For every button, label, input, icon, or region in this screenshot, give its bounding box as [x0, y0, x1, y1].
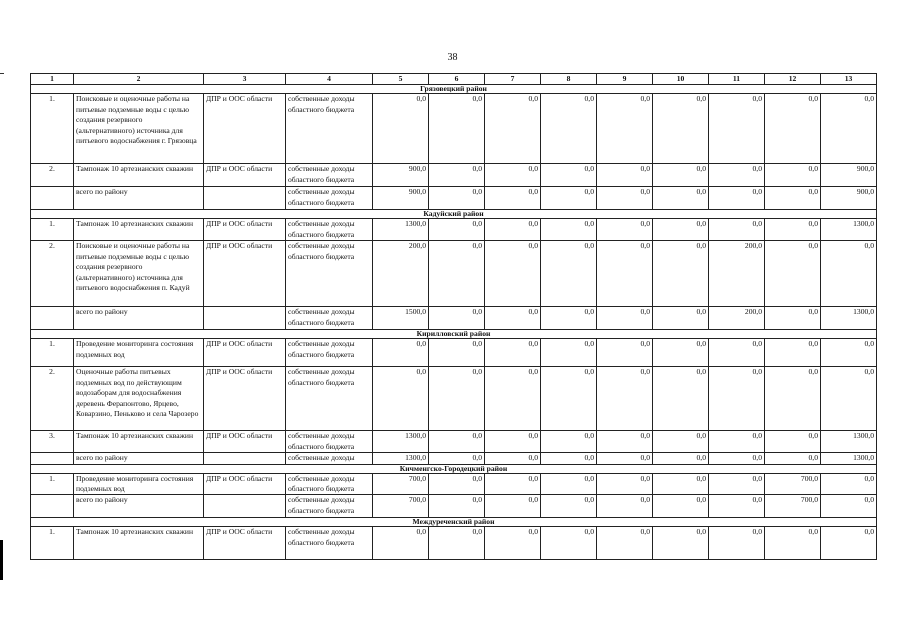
row-value: 0,0 — [485, 473, 541, 495]
row-value: 0,0 — [653, 339, 709, 367]
row-funding-source: собственные доходы областного бюджета — [286, 219, 373, 241]
section-row — [31, 518, 877, 527]
page-number: 38 — [447, 52, 458, 63]
column-header: 8 — [541, 74, 597, 85]
section-title: Кирилловский район — [31, 330, 877, 339]
row-name: Проведение мониторинга состояния подземных вод — [74, 339, 204, 367]
row-funding-source: собственные доходы областного бюджета — [286, 187, 373, 210]
column-header: 6 — [429, 74, 485, 85]
table-row — [31, 431, 877, 453]
row-organization — [204, 453, 286, 464]
row-value: 0,0 — [653, 164, 709, 187]
row-value: 0,0 — [541, 94, 597, 164]
row-value: 0,0 — [765, 241, 821, 307]
table-row — [31, 241, 877, 307]
row-organization: ДПР и ООС области — [204, 164, 286, 187]
row-value: 1300,0 — [821, 307, 877, 330]
column-header: 7 — [485, 74, 541, 85]
row-value: 0,0 — [709, 367, 765, 431]
row-value: 0,0 — [429, 431, 485, 453]
row-value: 0,0 — [429, 339, 485, 367]
row-organization: ДПР и ООС области — [204, 241, 286, 307]
row-value: 0,0 — [541, 495, 597, 518]
row-name: всего по району — [74, 495, 204, 518]
row-value: 0,0 — [653, 94, 709, 164]
column-header: 5 — [373, 74, 429, 85]
row-value: 200,0 — [709, 307, 765, 330]
table-row — [31, 453, 877, 464]
column-header: 12 — [765, 74, 821, 85]
row-value: 0,0 — [653, 241, 709, 307]
row-value: 0,0 — [765, 367, 821, 431]
row-number: 1. — [31, 339, 74, 367]
row-value: 0,0 — [429, 495, 485, 518]
section-title: Междуреченский район — [31, 518, 877, 527]
row-value: 700,0 — [765, 495, 821, 518]
row-value: 0,0 — [373, 94, 429, 164]
row-value: 0,0 — [541, 367, 597, 431]
table-row — [31, 339, 877, 367]
row-value: 1300,0 — [821, 219, 877, 241]
row-value: 900,0 — [821, 164, 877, 187]
row-value: 0,0 — [485, 219, 541, 241]
row-funding-source: собственные доходы областного бюджета — [286, 473, 373, 495]
row-number: 2. — [31, 164, 74, 187]
row-value: 0,0 — [709, 473, 765, 495]
row-value: 0,0 — [485, 187, 541, 210]
row-value: 0,0 — [429, 527, 485, 560]
row-value: 700,0 — [373, 495, 429, 518]
column-header: 11 — [709, 74, 765, 85]
row-number: 2. — [31, 367, 74, 431]
row-funding-source: собственные доходы областного бюджета — [286, 367, 373, 431]
edge-tick — [0, 73, 4, 74]
row-number: 1. — [31, 94, 74, 164]
row-value: 0,0 — [597, 187, 653, 210]
row-value: 0,0 — [429, 94, 485, 164]
row-value: 0,0 — [597, 307, 653, 330]
row-name: всего по району — [74, 307, 204, 330]
row-value: 0,0 — [429, 187, 485, 210]
row-value: 0,0 — [709, 339, 765, 367]
row-value: 0,0 — [429, 164, 485, 187]
row-organization: ДПР и ООС области — [204, 339, 286, 367]
header-row — [31, 74, 877, 85]
row-value: 0,0 — [373, 367, 429, 431]
column-header: 10 — [653, 74, 709, 85]
row-value: 0,0 — [429, 453, 485, 464]
row-funding-source: собственные доходы областного бюджета — [286, 495, 373, 518]
row-value: 0,0 — [429, 219, 485, 241]
column-header: 3 — [204, 74, 286, 85]
row-name: Тампонаж 10 артезианских скважин — [74, 527, 204, 560]
row-value: 0,0 — [597, 431, 653, 453]
row-value: 0,0 — [485, 307, 541, 330]
row-value: 0,0 — [541, 527, 597, 560]
table-row — [31, 94, 877, 164]
row-name: Тампонаж 10 артезианских скважин — [74, 219, 204, 241]
scan-edge-mark — [0, 540, 3, 580]
row-value: 0,0 — [597, 219, 653, 241]
row-value: 0,0 — [653, 307, 709, 330]
row-organization — [204, 495, 286, 518]
row-organization: ДПР и ООС области — [204, 367, 286, 431]
row-value: 0,0 — [709, 495, 765, 518]
row-value: 0,0 — [485, 164, 541, 187]
column-header: 4 — [286, 74, 373, 85]
row-value: 0,0 — [429, 307, 485, 330]
budget-table — [30, 73, 877, 560]
row-number — [31, 307, 74, 330]
column-header: 9 — [597, 74, 653, 85]
row-value: 0,0 — [653, 527, 709, 560]
row-value: 0,0 — [485, 453, 541, 464]
row-value: 0,0 — [821, 339, 877, 367]
row-organization: ДПР и ООС области — [204, 527, 286, 560]
row-name: Тампонаж 10 артезианских скважин — [74, 164, 204, 187]
row-value: 0,0 — [709, 431, 765, 453]
row-value: 0,0 — [373, 339, 429, 367]
row-value: 0,0 — [653, 431, 709, 453]
row-value: 1300,0 — [373, 431, 429, 453]
row-organization — [204, 187, 286, 210]
table-row — [31, 495, 877, 518]
row-value: 0,0 — [597, 495, 653, 518]
section-title: Кичменгско-Городецкий район — [31, 464, 877, 473]
row-value: 1500,0 — [373, 307, 429, 330]
row-value: 0,0 — [765, 339, 821, 367]
row-value: 200,0 — [373, 241, 429, 307]
row-value: 0,0 — [709, 164, 765, 187]
row-value: 900,0 — [373, 164, 429, 187]
row-organization: ДПР и ООС области — [204, 431, 286, 453]
row-value: 0,0 — [765, 307, 821, 330]
row-value: 0,0 — [765, 453, 821, 464]
row-value: 1300,0 — [821, 453, 877, 464]
row-value: 1300,0 — [373, 453, 429, 464]
section-row — [31, 210, 877, 219]
table-row — [31, 367, 877, 431]
row-value: 200,0 — [709, 241, 765, 307]
row-value: 0,0 — [653, 453, 709, 464]
row-value: 0,0 — [597, 94, 653, 164]
table-row — [31, 219, 877, 241]
section-title: Грязовецкий район — [31, 85, 877, 94]
row-funding-source: собственные доходы областного бюджета — [286, 431, 373, 453]
row-value: 0,0 — [485, 431, 541, 453]
row-value: 0,0 — [653, 187, 709, 210]
section-row — [31, 85, 877, 94]
row-funding-source: собственные доходы областного бюджета — [286, 339, 373, 367]
row-value: 0,0 — [653, 473, 709, 495]
row-value: 0,0 — [653, 219, 709, 241]
row-value: 0,0 — [709, 453, 765, 464]
column-header: 13 — [821, 74, 877, 85]
row-value: 0,0 — [541, 431, 597, 453]
row-value: 0,0 — [765, 527, 821, 560]
row-value: 0,0 — [541, 164, 597, 187]
row-number — [31, 187, 74, 210]
table-row — [31, 187, 877, 210]
row-value: 0,0 — [709, 527, 765, 560]
section-row — [31, 330, 877, 339]
row-funding-source: собственные доходы областного бюджета — [286, 94, 373, 164]
row-name: Проведение мониторинга состояния подземных вод — [74, 473, 204, 495]
row-number: 1. — [31, 473, 74, 495]
row-value: 0,0 — [765, 164, 821, 187]
row-value: 0,0 — [597, 473, 653, 495]
row-name: всего по району — [74, 187, 204, 210]
row-value: 0,0 — [541, 453, 597, 464]
row-value: 0,0 — [597, 367, 653, 431]
row-number: 1. — [31, 219, 74, 241]
row-funding-source: собственные доходы областного бюджета — [286, 164, 373, 187]
section-title: Кадуйский район — [31, 210, 877, 219]
row-value: 0,0 — [597, 241, 653, 307]
row-value: 0,0 — [485, 495, 541, 518]
row-value: 0,0 — [541, 187, 597, 210]
row-value: 0,0 — [821, 495, 877, 518]
row-value: 0,0 — [429, 473, 485, 495]
table-row — [31, 307, 877, 330]
row-value: 0,0 — [541, 241, 597, 307]
row-value: 0,0 — [653, 367, 709, 431]
row-value: 0,0 — [765, 187, 821, 210]
row-value: 0,0 — [541, 307, 597, 330]
row-number — [31, 495, 74, 518]
row-name: Оценочные работы питьевых подземных вод по действующим водозаборам для водоснабжения деревень Ферапонтово, Ярцево, Коварзино, Пеньково и села Чарозеро — [74, 367, 204, 431]
row-value: 0,0 — [541, 339, 597, 367]
column-header: 1 — [31, 74, 74, 85]
row-value: 0,0 — [429, 367, 485, 431]
row-value: 0,0 — [821, 241, 877, 307]
row-number — [31, 453, 74, 464]
row-value: 900,0 — [821, 187, 877, 210]
table-row — [31, 164, 877, 187]
row-value: 1300,0 — [373, 219, 429, 241]
row-value: 0,0 — [765, 219, 821, 241]
row-funding-source: собственные доходы областного бюджета — [286, 307, 373, 330]
row-value: 0,0 — [709, 94, 765, 164]
row-number: 3. — [31, 431, 74, 453]
table-row — [31, 473, 877, 495]
row-value: 0,0 — [485, 527, 541, 560]
row-value: 0,0 — [821, 473, 877, 495]
row-value: 0,0 — [765, 431, 821, 453]
row-value: 0,0 — [485, 241, 541, 307]
row-value: 700,0 — [373, 473, 429, 495]
row-value: 0,0 — [821, 94, 877, 164]
row-number: 1. — [31, 527, 74, 560]
row-value: 0,0 — [485, 339, 541, 367]
row-organization: ДПР и ООС области — [204, 473, 286, 495]
row-name: Поисковые и оценочные работы на питьевые подземные воды с целью создания резервного (альтернативного) источника для питьевого водоснабжения п. Кадуй — [74, 241, 204, 307]
row-organization — [204, 307, 286, 330]
row-value: 0,0 — [485, 94, 541, 164]
row-value: 0,0 — [597, 527, 653, 560]
section-row — [31, 464, 877, 473]
column-header: 2 — [74, 74, 204, 85]
row-funding-source: собственные доходы областного бюджета — [286, 527, 373, 560]
row-value: 0,0 — [653, 495, 709, 518]
row-value: 0,0 — [429, 241, 485, 307]
row-value: 0,0 — [373, 527, 429, 560]
row-value: 0,0 — [597, 339, 653, 367]
row-name: всего по району — [74, 453, 204, 464]
row-funding-source: собственные доходы — [286, 453, 373, 464]
row-value: 700,0 — [765, 473, 821, 495]
row-value: 0,0 — [709, 187, 765, 210]
row-name: Поисковые и оценочные работы на питьевые подземные воды с целью создания резервного (альтернативного) источника для питьевого водоснабжения г. Грязовца — [74, 94, 204, 164]
row-value: 0,0 — [821, 527, 877, 560]
row-name: Тампонаж 10 артезианских скважин — [74, 431, 204, 453]
row-value: 0,0 — [597, 453, 653, 464]
row-value: 1300,0 — [821, 431, 877, 453]
row-value: 0,0 — [709, 219, 765, 241]
row-value: 0,0 — [821, 367, 877, 431]
row-organization: ДПР и ООС области — [204, 219, 286, 241]
table-row — [31, 527, 877, 560]
row-value: 0,0 — [765, 94, 821, 164]
row-value: 900,0 — [373, 187, 429, 210]
row-number: 2. — [31, 241, 74, 307]
row-value: 0,0 — [597, 164, 653, 187]
row-organization: ДПР и ООС области — [204, 94, 286, 164]
row-value: 0,0 — [541, 219, 597, 241]
row-value: 0,0 — [485, 367, 541, 431]
row-value: 0,0 — [541, 473, 597, 495]
row-funding-source: собственные доходы областного бюджета — [286, 241, 373, 307]
